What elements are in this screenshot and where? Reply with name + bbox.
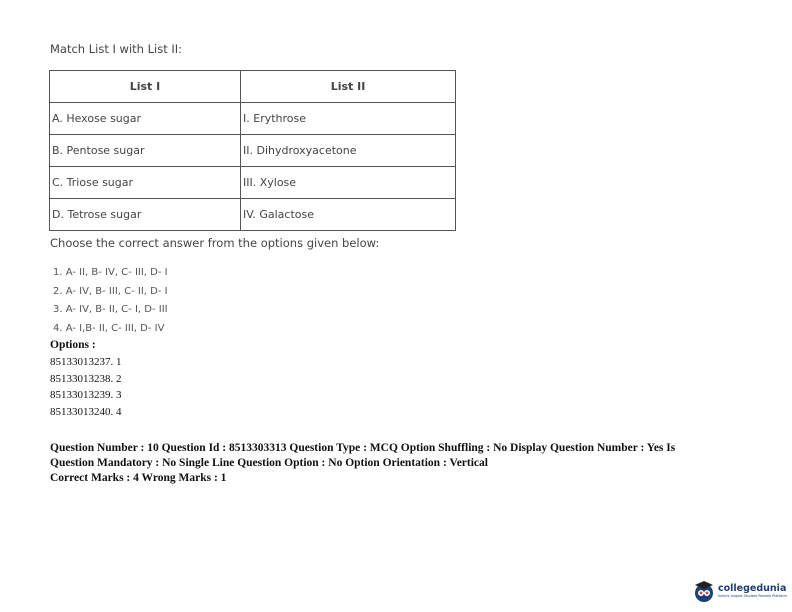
logo-tagline: India's largest Student Review Platform [718, 593, 787, 598]
list-2-cell: I. Erythrose [241, 103, 456, 135]
options-list [50, 354, 122, 420]
table-header-row [50, 71, 456, 103]
metadata-line: Correct Marks : 4 Wrong Marks : 1 [50, 472, 227, 484]
table-row [50, 199, 456, 231]
table-row [50, 167, 456, 199]
question-metadata [50, 441, 750, 486]
graduate-owl-icon [692, 579, 716, 603]
answer-item: 3. A- IV, B- II, C- I, D- III [53, 304, 168, 315]
choose-instruction: Choose the correct answer from the options given below: [50, 236, 380, 250]
match-table [49, 70, 456, 231]
answer-item: 4. A- I,B- II, C- III, D- IV [53, 322, 165, 334]
list-1-header: List I [50, 71, 241, 103]
table-row [50, 135, 456, 167]
list-2-header: List II [241, 71, 456, 103]
collegedunia-logo [692, 579, 787, 603]
options-heading: Options : [50, 339, 96, 351]
option-item: 85133013238. 2 [50, 372, 122, 385]
list-1-cell: A. Hexose sugar [50, 103, 241, 135]
list-2-cell: III. Xylose [241, 167, 456, 199]
list-2-cell: II. Dihydroxyacetone [241, 135, 456, 167]
option-item: 85133013237. 1 [50, 356, 122, 368]
metadata-line: Question Number : 10 Question Id : 8513303313 Question Type : MCQ Option Shuffling : No Display Question Number : Yes Is [50, 442, 676, 454]
question-intro: Match List I with List II: [50, 42, 183, 56]
answer-item: 2. A- IV, B- III, C- II, D- I [53, 285, 168, 297]
list-2-cell: IV. Galactose [241, 199, 456, 231]
metadata-line: Question Mandatory : No Single Line Question Option : No Option Orientation : Vertical [50, 457, 488, 469]
answer-list [53, 264, 168, 338]
logo-name: collegedunia [718, 582, 787, 594]
list-1-cell: C. Triose sugar [50, 167, 241, 199]
answer-item: 1. A- II, B- IV, C- III, D- I [53, 267, 168, 278]
option-item: 85133013240. 4 [50, 405, 122, 418]
list-1-cell: D. Tetrose sugar [50, 199, 241, 231]
option-item: 85133013239. 3 [50, 389, 122, 401]
list-1-cell: B. Pentose sugar [50, 135, 241, 167]
table-row [50, 103, 456, 135]
